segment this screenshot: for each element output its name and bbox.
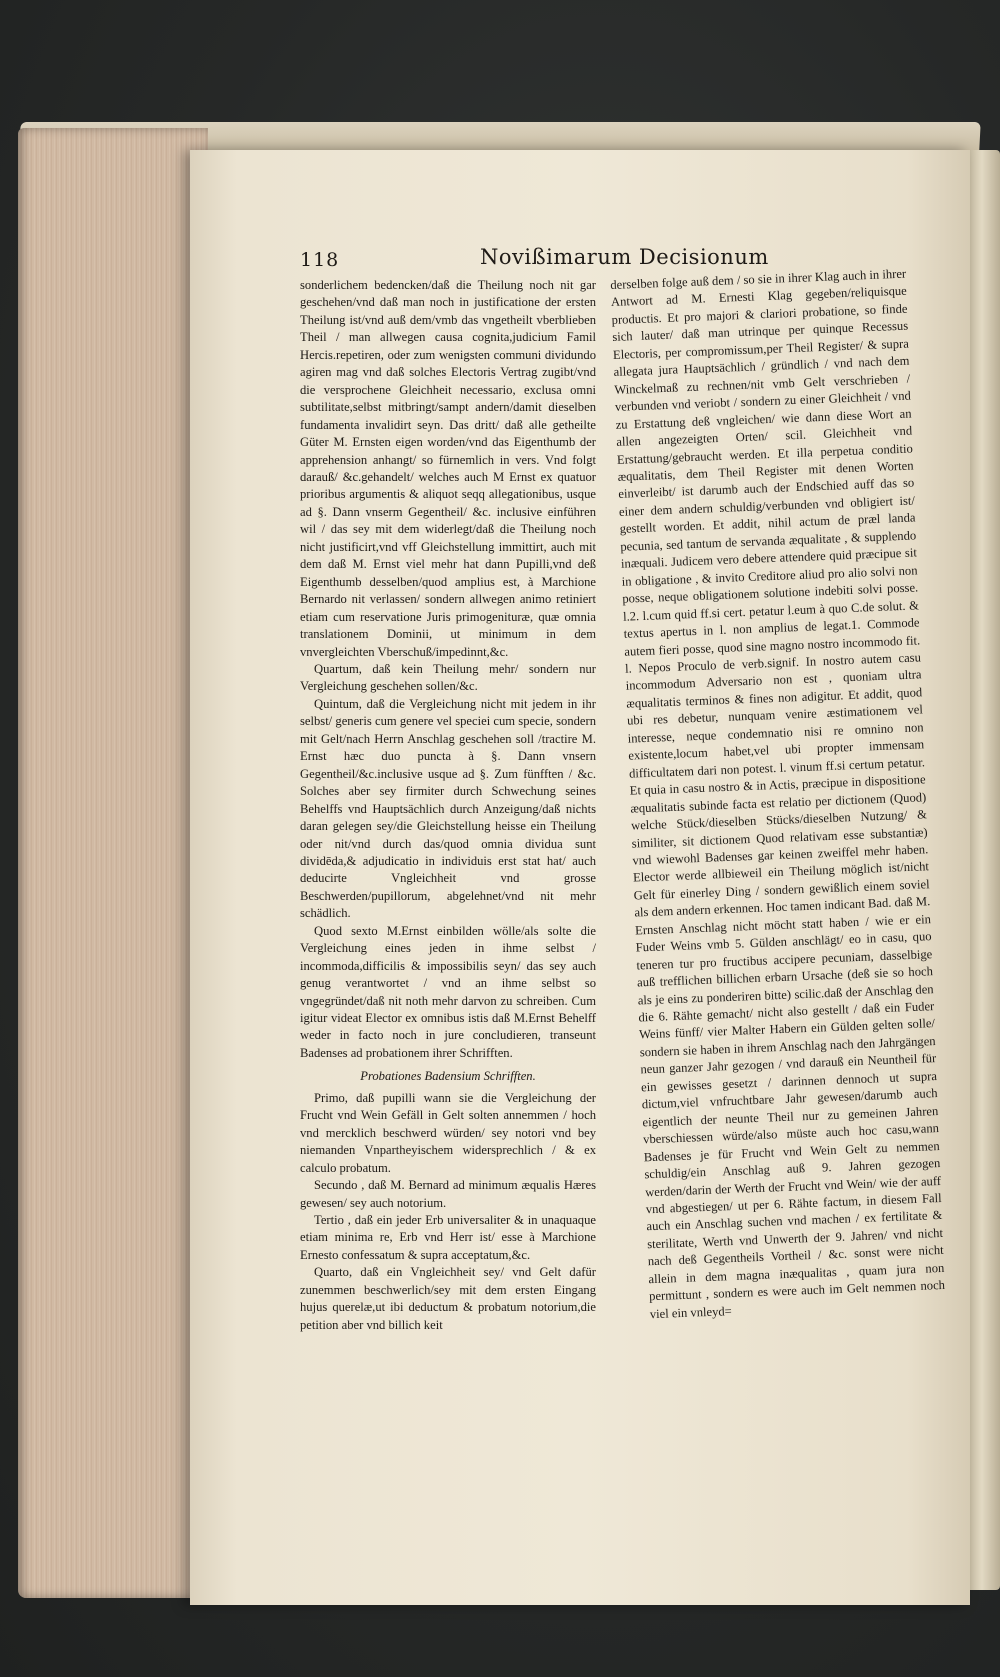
paragraph: sonderlichem bedencken/daß die Theilung noch nit gar geschehen/vnd daß man noch in justificatione der ersten Theilung ist/vnd auß dem/vmb das vngetheilt vberblieben Theil / man allwegen causa cognita,judicium Famil Hercis.repetiren, oder zum wenigsten communi dividundo agiren mag vnd daß solches Electoris Vertrag zugibt/vnd die versprochene Gleichheit necessario, exclusa omni subtilitate,selbst mitbringt/sampt andern/damit dieselben fundamenta invalidirt seyn. Das dritt/ daß alle getheilte Güter M. Ernsten eigen worden/vnd das Eigenthumb der apprehension anhangt/ so fürnemlich in vers. Vnd folgt darauß/ &c.gehandelt/ welches auch M Ernst ex quatuor prioribus argumentis & aliquot seqq allegationibus, usque ad §. Dann vnserm Gegentheil/ &c. inclusive einführen wil / das sey mit dem widerlegt/daß die Theilung noch nicht justificirt,vnd vff Gleichstellung immittirt, auch mit dem daß M. Ernst viel mehr hat dann Pupilli,vnd deß Eigenthumb desselben/quod amplius est, à Marchione Bernardo nit verlassen/ sondern allwegen animo retiniert etiam cum reservatione Juris primogenituræ, quæ omnia translationem Dominii, ut minimum in dem vnvergleichten Vberschuß/impedinnt,&c. [300, 278, 596, 659]
paragraph: Secundo , daß M. Bernard ad minimum æqualis Hæres gewesen/ sey auch notorium. [300, 1178, 596, 1210]
left-column [300, 277, 596, 1334]
paragraph: Tertio , daß ein jeder Erb universaliter & in unaquaque etiam minima re, Erb vnd Herr ist/ esse à Marchione Ernesto confessatum & supra acceptatum,&c. [300, 1213, 596, 1262]
book-cover-right [970, 150, 1000, 1590]
page-content [300, 245, 946, 1525]
right-column [610, 266, 946, 1324]
running-title: Novißimarum Decisionum [480, 245, 769, 269]
paragraph: Quod sexto M.Ernst einbilden wölle/als solte die Vergleichung eines jeden in ihme selbst / incommoda,difficilis & impossibilis seyn/ das sey auch genug verantwortet / vnd an ihme selbst so vngegründet/daß nit noth mehr darvon zu schreiben. Cum igitur videat Elector ex omnibus istis daß M.Ernst Behelff weder in facto noch in jure concludieren, transeunt Badenses ad probationem ihrer Schrifften. [300, 923, 596, 1060]
page-number: 118 [300, 249, 340, 271]
paragraph: Quartum, daß kein Theilung mehr/ sondern nur Vergleichung geschehen sollen/&c. [300, 661, 596, 694]
paragraph: Primo, daß pupilli wann sie die Vergleichung der Frucht vnd Wein Gefäll in Gelt solten annemmen / hoch vnd mercklich beschwerd würden/ sey notori vnd bey niemanden Vnpartheyischem widersprechlich / & ex calculo probatum. [300, 1090, 596, 1175]
page-block-edges [18, 128, 208, 1598]
paragraph: derselben folge auß dem / so sie in ihrer Klag auch in ihrer Antwort ad M. Ernesti Klag gegeben/reliquisque productis. Et pro majori & clariori probatione, so finde sich lauter/ daß man utrinque per quinque Recessus Electoris, per compromissum,per Theil Register/ & supra allegata jura Hauptsächlich / gründlich / vnd nach dem Winckelmaß zu rechnen/nit vmb Gelt verschrieben / verbunden vnd veriobt / sondern zu einer Gleichheit / vnd zu Erstattung deß vngleichen/ wie dann diese Wort an allen angezeigten Orten/ scil. Gleichheit vnd Erstattung/gebraucht werden. Et illa perpetua conditio æqualitatis, dem Theil Register mit denen Worten einverleibt/ ist darumb auch der Endschied auff das so einer dem andern schuldig/verbunden vnd obligiert ist/ gestellt worden. Et addit, nihil actum de præl landa pecunia, sed tantum de servanda æqualitate , & supplendo inæquali. Judicem vero debere attendere quid præcipue sit in obligatione , & invito Creditore aliud pro alio solvi non posse, neque obligationem solutione indebiti solvi posse. l.2. l.cum quid ff.si cert. petatur l.eum à quo C.de solut. & textus apertus in l. non amplius de legat.1. Commode autem fieri posse, quod sine magno nostro incommodo fit. l. Nepos Proculo de verb.signif. In nostro autem casu incommodum Adversario non est , quoniam ultra æqualitatis terminos & fines non adigitur. Et addit, quod ubi res debetur, nunquam venire æstimationem vel interesse, neque condemnatio nisi re omnino non existente,locum habet,vel ubi propter immensam difficultatem dari non potest. l. vinum ff.si certum petatur. Et quia in casu nostro & in Actis, præcipue in dispositione æqualitatis subinde facta est relatio per dictionem (Quod) welche Stück/dieselben Stücks/dieselben Nutzung/ & similiter, sit dictionem Quod relativam esse substantiæ) vnd wiewohl Badenses gar keinen zweiffel mehr haben. Elector werde allbieweil ein Theilung möglich ist/nicht Gelt für einerley Ding / sondern gewißlich einem soviel als dem andern erkennen. Hoc tamen indicant Bad. daß M. Ernsten Anschlag nicht möcht statt haben / wie er ein Fuder Weins vmb 5. Gülden anschlägt/ eo in casu, quo teneren tur pro fructibus accipere pecuniam, dasselbige auß trefflichen billichen erbarn Ursache (deß sie so hoch als je eins zu ponderiren bitte) scilic.daß der Anschlag den die 6. Rähte gemacht/ nicht also gestellt / daß ein Fuder Weins fünff/ vier Malter Habern ein Gülden gelten solle/ sondern sie haben in ihrem Anschlag nach den Jahrgängen neun ganzer Jahr gezogen / vnd darauß ein Neuntheil für ein gewisses gesetzt / darinnen dennoch ut supra dictum,viel vnfruchtbare Jahr gewesen/darumb auch eigentlich der neunte Theil nur zu gemeinen Jahren vberschiessen würde/also müste auch hoc casu,wann Badenses je für Frucht vnd Wein Gelt zu nemmen schuldig/ein Anschlag auß 9. Jahren gezogen werden/darin der Werth der Frucht vnd Wein/ wie der auff vnd abgestiegen/ ut per 6. Rähte factum, in diesem Fall auch ein Anschlag suchen vnd machen / ex fertilitate & sterilitate, Werth vnd Unwerth der 9. Jahren/ vnd nicht nach deß Gegentheils Vortheil / &c. sonst were nicht allein in dem magna inæqualitas , quam jura non permittunt , sondern es were auch im Gelt nemmen noch viel ein vnleyd= [610, 266, 946, 1321]
paragraph: Quintum, daß die Vergleichung nicht mit jedem in ihr selbst/ generis cum genere vel speciei cum specie, sondern mit Gelt/nach Herrn Anschlag geschehen soll /tractire M. Ernst hæc duo puncta à §. Dann vnsern Gegentheil/&c.inclusive usque ad §. Zum fünfften / &c. Solches aber sey firmiter durch Schwechung seines Behelffs vnd Hauptsächlich durch Anzeigung/daß nichts daran gelegen sey/die Gleichstellung heisse ein Theilung oder nit/vnd durch das/quod omnia dividua sunt dividēda,& adjudicatio in individuis erst stat hat/ auch deducirte Vngleichheit vnd grosse Beschwerden/pupillorum, abgelehnet/vnd nit mehr schädlich. [300, 696, 596, 921]
section-heading: Probationes Badensium Schrifften. [360, 1069, 536, 1084]
paragraph: Quarto, daß ein Vngleichheit sey/ vnd Gelt dafür zunemmen beschwerlich/sey mit dem ersten Eingang hujus querelæ,ut ibi deductum & probatum notorium,die petition aber vnd billich keit [300, 1265, 596, 1332]
book-page [190, 150, 970, 1605]
